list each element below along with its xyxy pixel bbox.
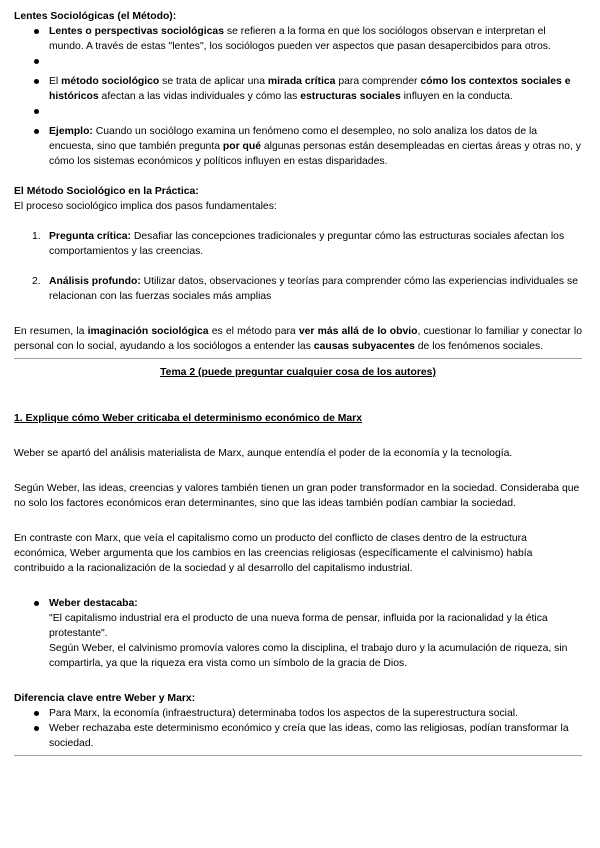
section-heading-lentes: Lentes Sociológicas (el Método): bbox=[14, 11, 177, 22]
paragraph: Weber se apartó del análisis materialista de Marx, aunque entendía el poder de la economía y la tecnología. bbox=[14, 448, 513, 459]
question-heading: 1. Explique cómo Weber criticaba el determinismo económico de Marx bbox=[14, 413, 362, 424]
summary-paragraph: En resumen, la imaginación sociológica es el método para ver más allá de lo obvio, cuestionar lo familiar y conectar lo personal con lo social, ayudando a los sociólogos a entender las causas subyacentes de los fenómenos sociales. bbox=[14, 326, 582, 352]
step-number: 2. bbox=[32, 276, 41, 287]
difference-list bbox=[14, 706, 582, 751]
highlight-list bbox=[14, 596, 582, 671]
highlight-quote: "El capitalismo industrial era el producto de una nueva forma de pensar, influida por la racionalidad y la ética protestante". bbox=[49, 613, 548, 639]
document-page bbox=[14, 9, 582, 756]
paragraph: En contraste con Marx, que veía el capitalismo como un producto del conflicto de clases dentro de la estructura económica, Weber argumenta que los cambios en las creencias religiosas (específicamente el calvinismo) había contribuido a la racionalización de la sociedad y al desarrollo del capitalismo industrial. bbox=[14, 533, 533, 574]
paragraph: Según Weber, las ideas, creencias y valores también tienen un gran poder transformador en la sociedad. Consideraba que no solo los factores económicos eran determinantes, sino que las ideas también podían cambiar la sociedad. bbox=[14, 483, 580, 509]
steps-list bbox=[14, 229, 582, 304]
highlight-text: Según Weber, el calvinismo promovía valores como la disciplina, el trabajo duro y la acumulación de riqueza, sin compartirla, ya que la riqueza era vista como un símbolo de la gracia de Dios. bbox=[49, 643, 568, 669]
list-item: Weber rechazaba este determinismo económico y creía que las ideas, como las religiosas, podían transformar la sociedad. bbox=[14, 721, 582, 751]
section-heading-metodo: El Método Sociológico en la Práctica: bbox=[14, 186, 199, 197]
step-text: Análisis profundo: Utilizar datos, observaciones y teorías para comprender cómo las experiencias individuales se relacionan con las fuerzas sociales más amplias bbox=[49, 276, 578, 302]
list-item: Lentes o perspectivas sociológicas se refieren a la forma en que los sociólogos observan e interpretan el mundo. A través de estas "lentes", los sociólogos pueden ver aspectos que pasan desapercibidos para otros. bbox=[14, 24, 582, 54]
list-item bbox=[14, 596, 582, 671]
difference-heading: Diferencia clave entre Weber y Marx: bbox=[14, 693, 196, 704]
list-item: El método sociológico se trata de aplicar una mirada crítica para comprender cómo los contextos sociales e históricos afectan a las vidas individuales y cómo las estructuras sociales influyen en la conducta. bbox=[14, 74, 582, 104]
divider bbox=[14, 755, 582, 756]
topic-title: Tema 2 (puede preguntar cualquier cosa de los autores) bbox=[160, 367, 436, 378]
list-item bbox=[14, 229, 582, 259]
section-intro: El proceso sociológico implica dos pasos fundamentales: bbox=[14, 201, 277, 212]
list-item bbox=[14, 274, 582, 304]
step-number: 1. bbox=[32, 231, 41, 242]
highlight-label: Weber destacaba: bbox=[49, 598, 138, 609]
lentes-bullet-list bbox=[14, 24, 582, 169]
list-item: Ejemplo: Cuando un sociólogo examina un fenómeno como el desempleo, no solo analiza los datos de la encuesta, sino que también pregunta por qué algunas personas están desempleadas en ciertas áreas y otras no, y cómo los sistemas económicos y políticos influyen en estas disparidades. bbox=[14, 124, 582, 169]
step-text: Pregunta crítica: Desafiar las concepciones tradicionales y preguntar cómo las estructuras sociales afectan los comportamientos y las creencias. bbox=[49, 231, 565, 257]
list-item: Para Marx, la economía (infraestructura) determinaba todos los aspectos de la superestructura social. bbox=[14, 706, 582, 721]
